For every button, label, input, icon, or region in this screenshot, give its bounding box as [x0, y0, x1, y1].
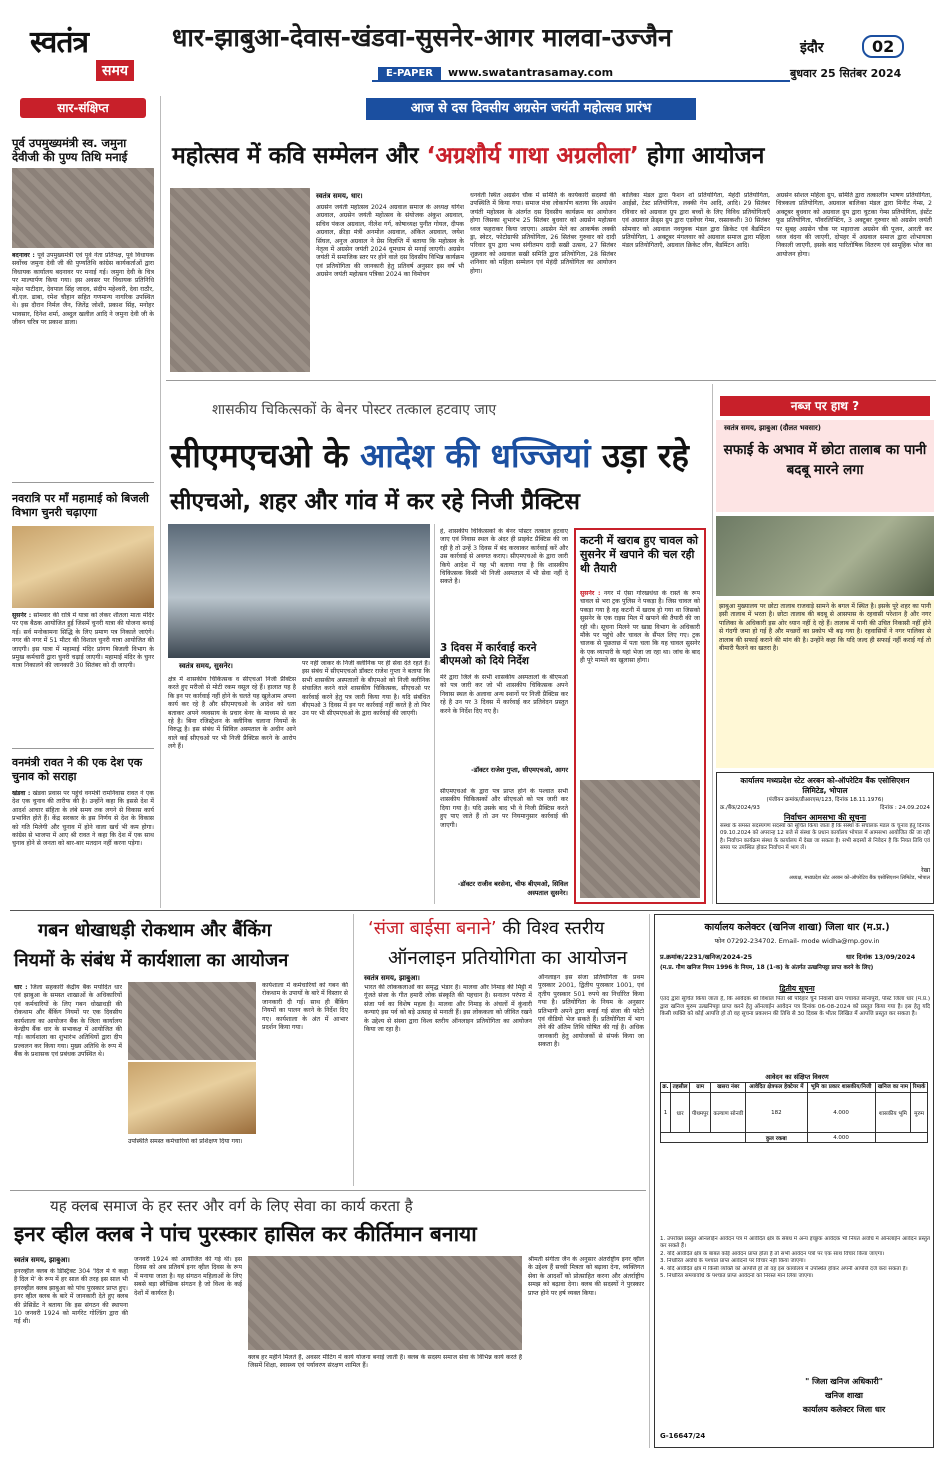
column-rule [712, 384, 713, 904]
condition-4: 4. यदि आवेदित क्षेत्र में किसी व्यक्ति को आपत्ति हो तो वह इस कार्यालय में उपस्थित होकर अपनी आपत्ति दर्ज करा सकता है। [660, 1265, 908, 1272]
dateline-rule [372, 80, 790, 82]
issue-date: बुधवार 25 सितंबर 2024 [790, 67, 902, 80]
workshop-caption: उपस्थिति समस्त कर्मचारियों को प्रशिक्षण दिया गया। [128, 1138, 243, 1145]
condition-1: 1. उपरोक्त प्रस्तुत ऑनलाईन आवेदन पत्र में आवेदित क्षेत्र के संबंध में अन्य इच्छुक आवेदक भी नियत अवधि में ऑनलाईन आवेदन प्रस्तुत कर सकते हैं। [660, 1236, 930, 1250]
agrasen-col-3: बालिका मंडल द्वारा फैशन शो प्रतियोगिता, मेहंदी प्रतियोगिता, आईब्रो, टेस्ट प्रतियोगिता, लक्की गेम आदि, आदि। 29 सितंबर रविवार को अग्रवाल ग्रुप द्वारा बच्चों के लिए विविध प्रतियोगिताएँ एवं अग्रवाल फ्रेंड्स ग्रुप द्वारा एडवेंचर गेम्स, रस्साकशी। 30 सितंबर सोमवार को अग्रवाल नवयुवक मंडल द्वारा क्रिकेट एवं बैडमिंटन प्रतियोगिता, 1 अक्टूबर मंगलवार को अग्रवाल समाज द्वारा महिला मंडल प्रतियोगिताएँ, अग्रवाल क्रिकेट लीग, बैडमिंटन आदि। [622, 192, 770, 250]
workshop-photo-2 [128, 1062, 256, 1134]
cmho-col-1: क्षेत्र में शासकीय चिकित्सक व सीएचओ निजी प्रैक्टिस करते हुए मरीजो से मोटी रकम वसूल रहे हैं। हालात यह है कि इन पर कार्रवाई नहीं होने के चलते यह खुलेआम अपना कार्य कर रहे है और सीएमएचओ के आदेश को धता बताकर अपने व्यवसाय के प्रचार बेनर के माध्यम से कर रहे है। बिना रजिस्ट्रेशन के क्लीनिक चलाना नियमों के विरुद्ध है। इस संबंध में सिविल अस्पताल के अधीन आने वाले कई सीएचओ पर भी निजी प्रैक्टिस करने के आरोप लगे हैं। [168, 676, 296, 751]
cmho-kicker: शासकीय चिकित्सकों के बेनर पोस्टर तत्काल हटवाए जाए [212, 402, 497, 418]
agrasen-col-1: अग्रसेन जयंती महोत्सव 2024 अग्रवाल समाज के अध्यक्ष योगेश अग्रवाल, अग्रसेन जयंती महोत्सव के संयोजक अंकुश अग्रवाल, सचिव पंकज अग्रवाल, नीलेश गर्ग, कोषाध्यक्ष पुनीत गोयल, दीपक अग्रवाल, क्रीड़ा मंत्री अनमोल अग्रवाल, अंकित अग्रवाल, जयेश सिंघल, अनुज अग्रवाल ने प्रेस विज्ञप्ति में बताया कि महोत्सव के नेतृत्व में अग्रसेन जयंती 2024 धूमधाम से मनाई जाएगी। अग्रसेन जयंती में समाजिक स्तर पर होने वाले दस दिवसीय विभिन्न कार्यक्रम एवं प्रतियोगिता की जानकारी हेतु प्रतिवर्ष अनुसार इस वर्ष भी अग्रसेन जयंती महोत्सव पत्रिका 2024 का विमोचन [316, 204, 464, 279]
collector-table [660, 1082, 928, 1143]
collector-body: एतद द्वारा सूचित किया जाता है, कि आवेदक श्री विशाल पिता श्री परिहार चुने निवासी ग्राम पंचायत सोनापुरी, पोस्ट जिला धार (म.प्र.) द्वारा खनिज मुरुम उत्खनिपट्टा प्राप्त करने हेतु ऑनलाईन आवेदन पत्र दिनांक 06-08-2024 को प्रस्तुत किया गया है। इस हेतु यदि किसी व्यक्ति को कोई आपत्ति हो तो वह सूचना प्रकाशन की तिथि से 30 दिवस के भीतर लिखित में आपत्ति प्रस्तुत कर सकता है। [660, 996, 930, 1018]
divider [10, 910, 934, 911]
table-cell: मुरुम [911, 1093, 928, 1133]
table-row [661, 1093, 928, 1133]
collector-contact: फोन 07292-234702. Email- mode widha@mp.gov.in [714, 937, 880, 945]
cmho-byline: स्वतंत्र समय, सुसनेर। [176, 662, 236, 671]
wheel-kicker: यह क्लब समाज के हर स्तर और वर्ग के लिए सेवा का कार्य करता है [50, 1197, 413, 1215]
sidebar-photo-2 [12, 526, 154, 608]
headline-highlight: आदेश की धज्जियां [360, 436, 591, 475]
wheel-headline: इनर व्हील क्लब ने पांच पुरस्कार हासिल कर कीर्तिमान बनाया [14, 1222, 477, 1246]
condition-5: 5. निर्धारित समयावधि के पश्चात प्राप्त आवेदनों को निरस्त मान लिया जाएगा। [660, 1273, 814, 1280]
pond-headline: सफाई के अभाव में छोटा तालाब का पानी बदबू मारने लगा [723, 442, 927, 478]
sidebar-story-3 [12, 790, 154, 906]
sidebar-headline-3: वनमंत्री रावत ने की एक देश एक चुनाव को सराहा [12, 756, 143, 783]
column-rule [649, 914, 650, 1448]
collector-ref: प्र.क्रमांक/2231/खनिज/2024-25 [660, 953, 753, 961]
column-rule [434, 524, 435, 904]
agrasen-headline [172, 138, 932, 170]
logo [26, 20, 152, 80]
table-cell: 1 [661, 1093, 671, 1133]
bank-sign: रेखा [921, 867, 930, 874]
collector-sign-3: कार्यालय कलेक्टर जिला धार [802, 1405, 886, 1414]
table-cell: कल्याण सोनवी [711, 1093, 746, 1133]
sidebar-headline-2: नवरात्रि पर माँ महामाई को बिजली विभाग चुनरी चढ़ाएगा [12, 492, 149, 519]
dateline: सुसनेर : [580, 590, 601, 597]
regions-title: धार-झाबुआ-देवास-खंडवा-सुसनेर-आगर मालवा-उज्जैन [172, 23, 672, 52]
sanja-col-2: ऑनलाइन इस संजा प्रतियोगिता के प्रथम पुरस्कार 2001, द्वितीय पुरस्कार 1001, एवं तृतीय पुरस्कार 501 रुपये का निर्धारित किया गया है। प्रतियोगिता के नियम के अनुसार प्रतिभागी अपने द्वारा बनाई गई संजा की फोटो एवं वीडियो भेज सकते हैं। प्रतियोगिता में भाग लेने की अंतिम तिथि घोषित की गई है। अधिक जानकारी हेतु आयोजकों से संपर्क किया जा सकता है। [538, 974, 644, 1049]
table-header-cell: रिमार्क [911, 1083, 928, 1093]
agrasen-byline: स्वतंत्र समय, धार। [316, 192, 363, 200]
headline-highlight: ‘अग्रशौर्य गाथा अग्रलीला’ [426, 143, 639, 169]
collector-conditions [660, 1236, 930, 1366]
rice-headline: कटनी में खराब हुए चावल को सुसनेर में खपाने की चल रही थी तैयारी [580, 534, 698, 575]
sidebar-photo-1 [12, 168, 154, 248]
table-cell: शासकीय भूमि [875, 1093, 911, 1133]
agrasen-col-2: धनवंती स्थित अग्रसेन चौक में समिति के कार्यकारी सदस्यों की उपस्थिति में किया गया। समाज मंत्रा लोकार्पण बताया कि अग्रसेन जयंती महोत्सव के अंतर्गत दस दिवसीय कार्यक्रम का आयोजन होगा जिसका शुभारंभ 25 सितंबर बुधवार को अग्रसेन महोत्सव ध्वज फहराकर किया जाएगा। अग्रसेन मेले का आकर्षक लक्की ड्रा, स्वेटर, फोटोग्राफी प्रतियोगिता, 26 सितंबर गुरुवार को दादी परिवार ग्रुप द्वारा भव्य संगीतमय दादी सखी उत्सव, 27 सितंबर शुक्रवार को अग्रवाल सखी समिति द्वारा प्रतियोगिता, 28 सितंबर शनिवार को महिला सम्मेलन एवं मेहंदी प्रतियोगिता का आयोजन होगा। [470, 192, 616, 275]
divider [12, 748, 154, 749]
agrasen-banner: आज से दस दिवसीय अग्रसेन जयंती महोत्सव प्रारंभ [366, 98, 696, 120]
table-cell: 182 [746, 1093, 807, 1133]
table-cell: धार [670, 1093, 689, 1133]
bank-title: कार्यालय मध्यप्रदेश स्टेट अरबन को-ऑपरेटिव बैंक एसोसिएशन [740, 776, 910, 785]
headline-part-3: होगा आयोजन [638, 143, 765, 169]
bank-ref-date: दिनांक : 24.09.2024 [880, 805, 930, 811]
sanja-byline: स्वतंत्र समय, झाबुआ। [364, 974, 420, 982]
table-header-cell: खसरा नंबर [711, 1083, 746, 1093]
workshop-headline-2: नियमों के संबंध में कार्यशाला का आयोजन [14, 950, 289, 971]
dateline: सुसनेर : [12, 612, 32, 619]
cmho-quote-1: -डॉक्टर राजेश गुप्ता, सीएमएचओ, आगर [471, 766, 568, 774]
headline-part-1: सीएमएचओ के [170, 436, 361, 475]
sanja-col-1: भारत की लोककलाओं का समृद्ध भंडार है। मालवा और निमाड़ की मिट्टी में गूंजते संजा के गीत हमारी लोक संस्कृति की पहचान है। सनातन परंपरा में संजा पर्व का विशेष महत्व है। मालवा और निमाड़ के अंचलों में कुंवारी कन्याएं इस पर्व को बड़े उत्साह से मनाती हैं। इस लोककला को जीवित रखने के उद्देश्य से संस्था द्वारा विश्व स्तरीय ऑनलाइन प्रतियोगिता का आयोजन किया जा रहा है। [364, 984, 532, 1034]
cmho-col-3: हे, शासकीय चिकित्सकों के बेनर पोस्टर तत्काल हटवाए जाए एवं निवास स्थल के अंदर ही प्राइवेट प्रैक्टिस की जा रही है तो उन्हें 3 दिवस में बंद करवाकर कार्रवाई करें और उस कार्रवाई से अवगत कराए। सीएमएचओ के द्वारा जारी किये आदेश में यह भी बताया गया है कि शासकीय चिकित्सक किसी भी निजी अस्पताल में भी सेवा नहीं दे सकते है। [440, 528, 568, 586]
sidebar-story-1 [12, 252, 154, 474]
bank-reg: (पंजीयन क्रमांक/डीआरएस/123, दिनांक 18.11.1976) [766, 797, 884, 803]
table-header-cell: आवेदित क्षेत्रफल हेक्टेयर में [746, 1083, 807, 1093]
cmho-photo [168, 524, 430, 658]
sidebar-story-2 [12, 612, 154, 744]
epaper-tag: E-PAPER [378, 67, 441, 80]
sanja-headline [368, 916, 604, 940]
collector-notice [654, 914, 934, 1448]
workshop-photo-1 [128, 982, 256, 1060]
sidebar-story-1-body: पूर्व उपमुख्यमंत्री एवं पूर्व नेता प्रतिपक्ष, पूर्व विधायक सर्वोच्च जमुना देवी जी की पुण्यतिथि कांग्रेस कार्यकर्ताओं द्वारा विधायक कार्यालय बदनावर पर मनाई गई। जमुना देवी के चित्र पर माल्यार्पण किया गया। इस अवसर पर विधायक प्रतिनिधि महेश पाटीदार, देवपाल सिंह जादव, संदीप महेश्वरी, देवा राठौर, बी.एल. ढाबा, रमेश चौहान सहित गणमान्य नागरिक उपस्थित थे। इस दौरान निर्मल जैन, जितेंद्र जोशी, प्रकाश सिंह, मनोहर भावसार, दिनेश शर्मा, अब्दुल खलील आदि ने जमुना देवी जी के जीवन चरित्र पर प्रकाश डाला। [12, 252, 154, 327]
condition-3: 3. निर्धारित अवधि के पश्चात प्राप्त आवेदनों पर विचार नहीं किया जाएगा। [660, 1258, 806, 1265]
bank-notice-title: निर्वाचन आमसभा की सूचना [783, 813, 867, 822]
logo-line1: स्वतंत्र [30, 25, 89, 60]
column-rule [160, 96, 161, 908]
dateline: खंडवा : [12, 790, 31, 797]
collector-date: धार दिनांक 13/09/2024 [846, 953, 916, 961]
bank-title-2: लिमिटेड, भोपाल [802, 786, 848, 795]
table-header-row [661, 1083, 928, 1093]
cmho-subhead: 3 दिवस में कार्रवाई करने बीएमओ को दिये निर्देश [440, 642, 537, 667]
workshop-body [14, 984, 122, 1184]
bank-notice [716, 772, 934, 904]
table-total-label: कुल रकबा [746, 1133, 807, 1143]
rice-body [580, 590, 700, 774]
divider [12, 482, 154, 483]
table-header-cell: खनिज का नाम [875, 1083, 911, 1093]
dateline: धार : [14, 984, 28, 991]
divider [10, 1190, 646, 1191]
headline-part-1: महोत्सव में कवि सम्मेलन और [172, 143, 427, 169]
wheel-col-1: इनरव्हील क्लब के डिस्ट्रिक्ट 304 'दिल मे ये कहा है दिल मे' के रूप में हर साल की तरह इस साल भी इनरव्हील क्लब झाबुआ को पांच पुरस्कार प्राप्त हुए। इनर व्हील क्लब के बारे में जानकारी देते हुए क्लब की प्रेसिडेंट ने बताया कि इस संगठन की स्थापना 10 जनवरी 1924 को मार्गरेट गोल्डिंग द्वारा की गई थी। [14, 1268, 128, 1326]
collector-section: द्वितीय सूचना [779, 984, 815, 993]
sidebar-headline-1: पूर्व उपमुख्यमंत्री स्व. जमुना देवीजी की पुण्य तिथि मनाई [12, 136, 128, 164]
divider [166, 380, 936, 381]
dateline: बदनावर : [12, 252, 35, 259]
workshop-headline-1: गबन धोखाधड़ी रोकथाम और बैंकिंग [38, 920, 272, 941]
wheel-col-3: क्लब हर महीने मिलते हैं, अवसर मीटिंग में कार्य योजना बनाई जाती है। क्लब के सदस्य समाज सेवा के विभिन्न कार्य करते हैं जिसमें शिक्षा, स्वास्थ्य एवं पर्यावरण संरक्षण शामिल हैं। [248, 1354, 522, 1370]
table-header-cell: क्र. [661, 1083, 671, 1093]
cmho-subheadline: सीएचओ, शहर और गांव में कर रहे निजी प्रैक्टिस [170, 489, 580, 515]
table-header-cell: भूमि का प्रकार शासकीय/निजी [807, 1083, 875, 1093]
sidebar-story-3-body: खंडवा प्रवास पर पहुंचे वनमंत्री रामनिवास रावत ने एक देश एक चुनाव की तारीफ की है। उन्होंने कहा कि इससे देश में आदर्श आचार संहिता के लंबे समय तक लगने से विकास कार्य प्रभावित होते हैं। केंद्र सरकार के इस निर्णय से देश के विकास को गति मिलेगी और चुनाव में होने वाला खर्च भी कम होगा। कांग्रेस से भाजपा में आए श्री रावत ने कहा कि देश में एक साथ चुनाव होने से जनता को बार-बार मतदान नहीं करना पड़ेगा। [12, 790, 154, 848]
cmho-col-3b: मेरे द्वारा जिले के सभी शासकीय अस्पतालों के बीएमओ को पत्र जारी कर जो भी शासकीय चिकित्सक अपने निवास स्थल के अलावा अन्य स्थानों पर निजी प्रैक्टिस कर रहे है उन पर 3 दिवस में कार्रवाई कर प्रतिवेदन प्रस्तुत करने के निर्देश दिए गए है। [440, 674, 568, 715]
wheel-photo [248, 1256, 522, 1350]
table-cell: पीथमपुर [690, 1093, 711, 1133]
table-header-cell: तहसील [670, 1083, 689, 1093]
table-cell: 4.000 [807, 1093, 875, 1133]
wheel-col-2: जनवरी 1924 को आयोजित की गई थी। इस दिवस को अब प्रतिवर्ष इनर व्हील दिवस के रूप में मनाया जाता है। यह संगठन महिलाओं के लिए सबसे बड़ा स्वैच्छिक संगठन है जो विश्व के कई देशों में कार्यरत है। [134, 1256, 242, 1297]
bank-sign-title: अध्यक्ष, मध्यप्रदेश स्टेट अरबन को-ऑपरेटिव बैंक एसोसिएशन लिमिटेड, भोपाल [788, 875, 930, 881]
collector-sign-2: खनिज शाखा [825, 1391, 863, 1400]
cmho-col-2: पर नहीं जाकर के निजी क्लीनिक पर ही सेवा देते रहते हैं। इस संबंध में सीएमएचओ डॉक्टर राजेश गुप्ता ने बताया कि सभी शासकीय अस्पतालों के बीएमओ को निजी क्लीनिक संचालित करने वाले शासकीय चिकित्सक, सीएचओ पर कार्रवाई करने हेतु पत्र जारी किया गया है। यदि संबंधित बीएमओ 3 दिवस में इन पर कार्रवाई नहीं करते है तो फिर उन पर भी सीएमएचओ के द्वारा कार्रवाई की जाएगी। [302, 660, 430, 718]
wheel-col-4: श्रीमती संगीता जैन के अनुसार अंतर्राष्ट्रीय इनर व्हील के उद्देश्य हैं सच्ची मित्रता को बढ़ावा देना, व्यक्तिगत सेवा के आदर्शों को प्रोत्साहित करना और अंतर्राष्ट्रीय समझ को बढ़ावा देना। क्लब की सदस्यों ने पुरस्कार प्राप्त होने पर हर्ष व्यक्त किया। [528, 1256, 644, 1297]
page-number: 02 [862, 35, 904, 58]
headline-highlight: ‘संजा बाईसा बनाने’ [368, 918, 497, 939]
collector-table-heading: आवेदन का संक्षिप्त विवरण [765, 1073, 829, 1081]
pond-photo [716, 516, 934, 596]
agrasen-photo [170, 188, 310, 372]
sidebar-story-2-body: सोमवार की रात्रि में यात्रा को लेकर शीतला माता मंदिर पर एक बैठक आयोजित हुई जिसमें चुनरी यात्रा की योजना बनाई गई। सर्व मनोकामना सिद्धि के लिए प्रमाण पत्र निकाले जाएंगे। नगर की नगर में 51 मीटर की विशाल चुनरी यात्रा आयोजित की जाएगी। इस यात्रा में महामाई मंदिर प्रांगण बिजली विभाग के प्रमुख कर्मचारी द्वारा चुनरी चढ़ाई जाएगी। महामाई मंदिर के चुनर यात्रा निकालने की जानकारी 30 सितंबर को दी जाएगी। [12, 612, 154, 670]
pond-byline: स्वतंत्र समय, झाबुआ (दौलत भवसार) [724, 424, 821, 432]
table-header-cell: ग्राम [690, 1083, 711, 1093]
cmho-headline [170, 432, 710, 477]
logo-line2: समय [96, 60, 134, 81]
pond-body: झाबुआ मुख्यालय पर छोटा तालाब राजवाड़े सामने के बगल में स्थित है। इसके पूरे शहर का पानी इसी तालाब में भरता है। छोटा तालाब की बदबू से आसपास के रहवासी परेशान है और नगर पालिका के अधिकारी इस ओर ध्यान नहीं दे रहे हैं। तालाब में पानी की उचित निकासी नहीं होने से गंदगी जमा हो गई है और मच्छरों का प्रकोप भी बढ़ गया है। रहवासियों ने नगर पालिका से तालाब की सफाई कराने की मांग की है। उन्होंने कहा कि यदि जल्द ही सफाई नहीं कराई गई तो बीमारी फैलने का खतरा है। [716, 600, 934, 768]
rice-photo [580, 780, 700, 898]
sidebar-tag: सार-संक्षिप्त [20, 98, 146, 118]
collector-rules: (म.प्र. गौण खनिज नियम 1996 के नियम, 18 (1-क) के अंतर्गत उत्खनिपट्टा प्राप्त करने के लिए) [660, 965, 874, 971]
workshop-body-text: जिला सहकारी केंद्रीय बैंक मर्यादित धार एवं झाबुआ के समस्त शाखाओं के अधिकारियों एवं कर्मचारियों के लिए गबन धोखाधड़ी की रोकथाम और बैंकिंग नियमों पर एक दिवसीय कार्यशाला का आयोजन बैंक के जिला कार्यालय केन्द्रीय बैंक धार के सभाकक्ष में आयोजित की गई। कार्यशाला का शुभारंभ अतिथियों द्वारा दीप प्रज्वलन कर किया गया। मुख्य अतिथि के रूप में बैंक के प्रशासक एवं प्रबंधक उपस्थित थे। [14, 984, 122, 1059]
masthead [0, 0, 945, 88]
rice-body-text: नगर में ऐसा गोरखधंधा के रास्ते के रूप चावल से भरा ट्रक पुलिस ने पकड़ा है। जिस चावल को पकड़ा गया है वह कटनी में खराब हो गया था जिसको सुसनेर के एक राइस मिल में खपाने की तैयारी की जा रही थी। सूचना मिलने पर खाद्य विभाग के अधिकारी मौके पर पहुंचे और चावल के सैंपल लिए गए। ट्रक चालक से पूछताछ में पता चला कि यह चावल सुसनेर के एक व्यापारी के यहां भेजा जा रहा था। जांच के बाद ही पूरे मामले का खुलासा होगा। [580, 590, 700, 665]
agrasen-col-4: अग्रसेन सोशल महिला ग्रुप, समिति द्वारा तत्कालीन भाषण प्रतियोगिता, चित्रकला प्रतियोगिता, अग्रवाल बालिका मंडल द्वारा मिनीट गेम्स, 2 अक्टूबर बुधवार को अग्रवाल ग्रुप द्वारा चुटका गेम्स प्रतियोगिता, इंस्टेंट फूड प्रतियोगिता, पॉवरलिफ्टिंग, 3 अक्टूबर गुरुवार को अग्रसेन जयंती पर सुबह अग्रसेन चौक पर महाराजा अग्रसेन की पूजन, आरती कर ध्वज वंदना की जाएगी, दोपहर में अग्रवाल समाज द्वारा शोभायात्रा निकाली जाएगी, इसके बाद पारितोषिक वितरण एवं सामूहिक भोज का आयोजन होगा। [776, 192, 932, 258]
website-link[interactable]: www.swatantrasamay.com [448, 66, 614, 79]
cmho-col-3c: सीएमएचओ के द्वारा पत्र प्राप्त होने के पश्चात सभी शासकीय चिकित्सकों और सीएचओ को पत्र जारी कर दिया गया है। यदि उसके बाद भी वे निजी प्रैक्टिस करते हुए पाए जाते हैं तो उन पर नियमानुसार कार्रवाई की जाएगी। [440, 788, 568, 829]
city-label: इंदौर [800, 40, 824, 56]
bank-ref-no: क्र./बैंक/2024/93 [720, 805, 760, 811]
sidebar [10, 96, 156, 908]
collector-code: G-16647/24 [660, 1432, 706, 1440]
collector-sign-1: " जिला खनिज अधिकारी" [805, 1377, 883, 1386]
bank-ref-row [720, 804, 930, 812]
column-rule [353, 914, 354, 1186]
sanja-headline-2: ऑनलाइन प्रतियोगिता का आयोजन [388, 947, 628, 969]
workshop-body-2: कार्यशाला में कर्मचारियों को गबन की रोकथाम के उपायों के बारे में विस्तार से जानकारी दी गई। साथ ही बैंकिंग नियमों का पालन करने के निर्देश दिए गए। कार्यशाला के अंत में आभार प्रदर्शन किया गया। [262, 982, 348, 1032]
condition-2: 2. यदि आवेदित क्षेत्र के बाबत कोई आवेदन प्राप्त होता है तो सभी आवेदन पत्रों पर एक साथ विचार किया जाएगा। [660, 1250, 885, 1257]
collector-title: कार्यालय कलेक्टर (खनिज शाखा) जिला धार (म.प्र.) [704, 922, 890, 933]
headline-part-3: उड़ा रहे [590, 436, 689, 475]
headline-part-2: की विश्व स्तरीय [496, 918, 605, 939]
table-total-value: 4.000 [807, 1133, 875, 1143]
cmho-quote-2: -डॉक्टर राजीव बरसेना, चीफ बीएमओ, सिविल अस्पताल सुसनेर। [457, 880, 568, 897]
wheel-byline: स्वतंत्र समय, झाबुआ। [14, 1256, 70, 1264]
bank-body: संस्था के समस्त सदस्यगण सदस्यों को सूचित किया जाता है कि संस्था के संचालक मंडल के चुनाव हेतु दिनांक 09.10.2024 को अपरान्ह 12 बजे से संस्था के प्रधान कार्यालय भोपाल में आमसभा आयोजित की जा रही है। निर्वाचन कार्यक्रम संस्था के कार्यालय में देखा जा सकता है। सभी सदस्यों से निवेदन है कि नियत तिथि एवं समय पर उपस्थित होकर निर्वाचन में भाग लें। [720, 823, 930, 851]
table-total-row [661, 1133, 928, 1143]
pond-tag: नब्ज पर हाथ ? [720, 396, 930, 416]
